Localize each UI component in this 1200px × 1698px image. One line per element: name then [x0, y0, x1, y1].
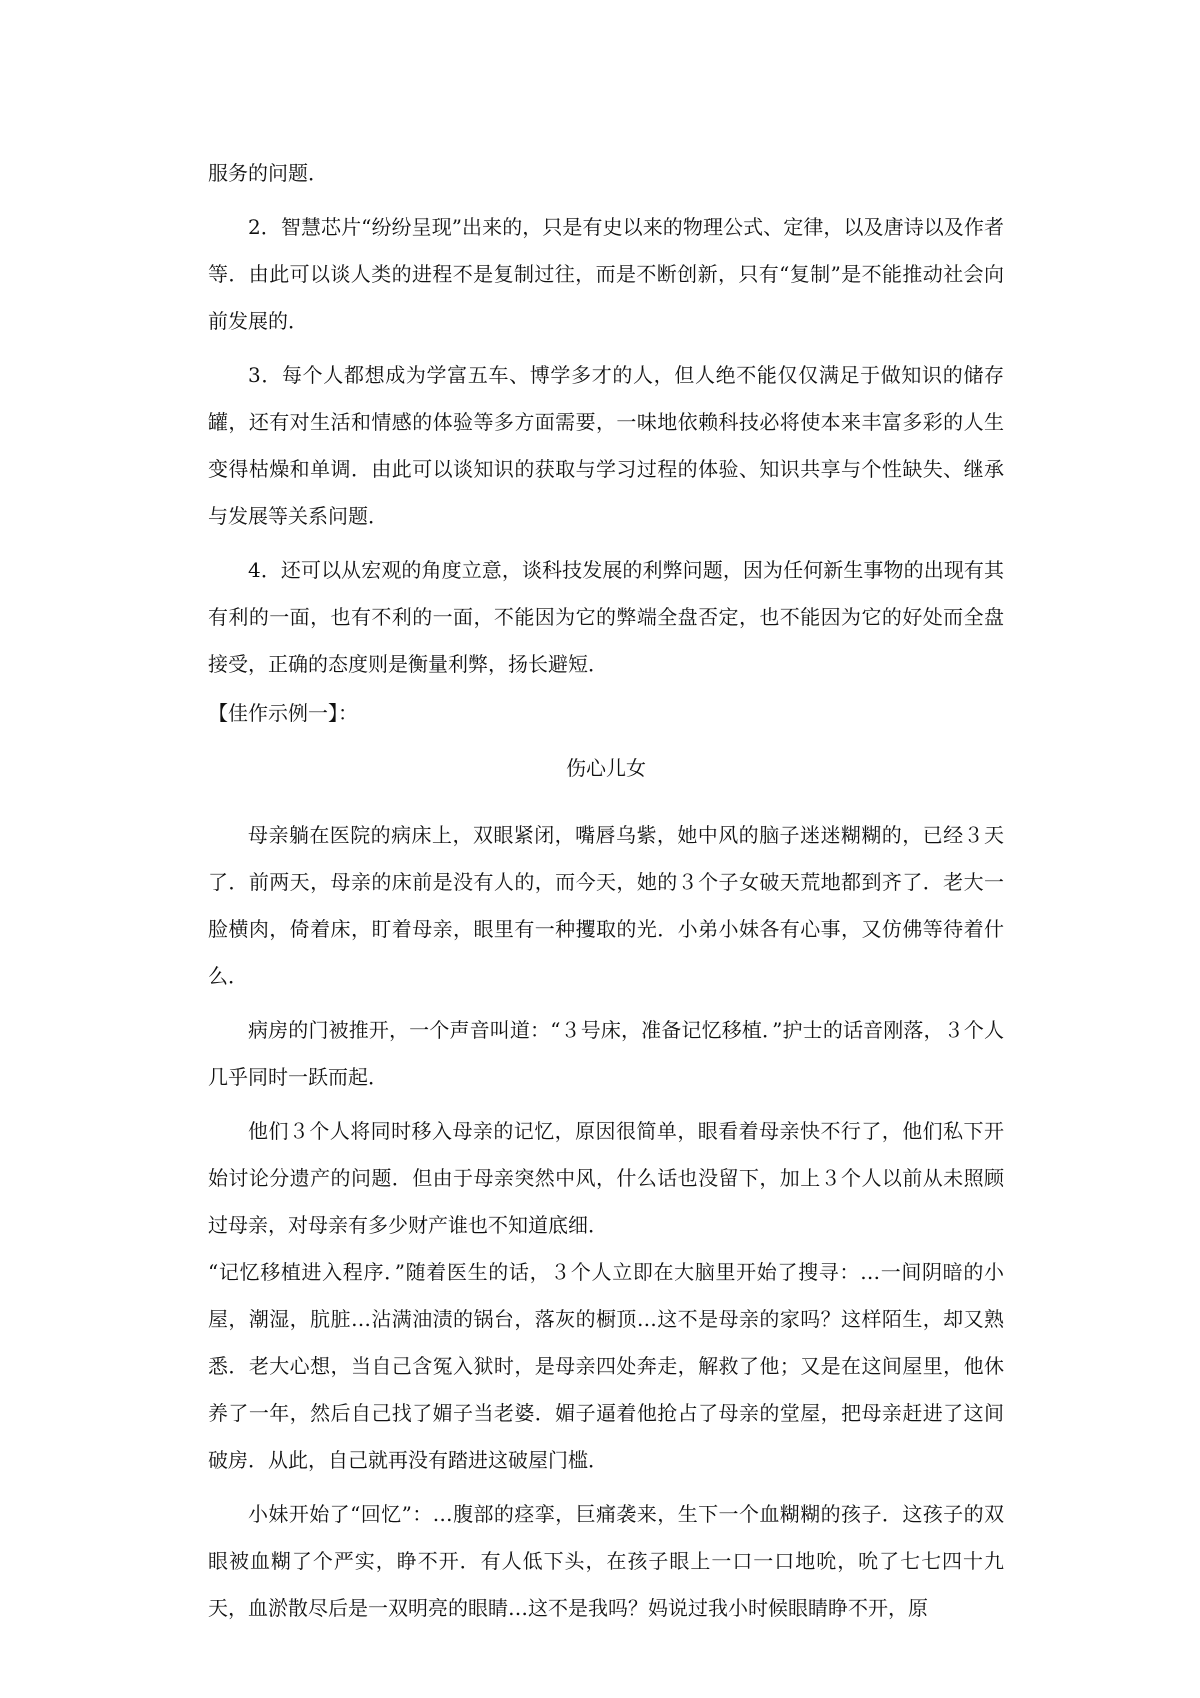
essay-paragraph-5: 小妹开始了“回忆”：…腹部的痉挛，巨痛袭来，生下一个血糊糊的孩子．这孩子的双眼被血糊了个严实，睁不开．有人低下头，在孩子眼上一口一口地吮，吮了七七四十九天，血淤散尽后是一双明亮的眼睛…这不是我吗？妈说过我小时候眼睛睁不开，原: [208, 1502, 1004, 1620]
point-4-paragraph: 4．还可以从宏观的角度立意，谈科技发展的利弊问题，因为任何新生事物的出现有其有利的一面，也有不利的一面，不能因为它的弊端全盘否定，也不能因为它的好处而全盘接受，正确的态度则是衡量利弊，扬长避短．: [208, 558, 1004, 676]
essay-paragraph-1: 母亲躺在医院的病床上，双眼紧闭，嘴唇乌紫，她中风的脑子迷迷糊糊的，已经３天了．前两天，母亲的床前是没有人的，而今天，她的３个子女破天荒地都到齐了．老大一脸横肉，倚着床，盯着母亲，眼里有一种攫取的光．小弟小妹各有心事，又仿佛等待着什么．: [208, 823, 1004, 988]
essay-paragraph-3: 他们３个人将同时移入母亲的记忆，原因很简单，眼看着母亲快不行了，他们私下开始讨论分遗产的问题．但由于母亲突然中风，什么话也没留下，加上３个人以前从未照顾过母亲，对母亲有多少财产谁也不知道底细．: [208, 1119, 1004, 1237]
example-label: 【佳作示例一】：: [208, 701, 358, 725]
point-3-paragraph: 3．每个人都想成为学富五车、博学多才的人，但人绝不能仅仅满足于做知识的储存罐，还有对生活和情感的体验等多方面需要，一味地依赖科技必将使本来丰富多彩的人生变得枯燥和单调．由此可以谈知识的获取与学习过程的体验、知识共享与个性缺失、继承与发展等关系问题．: [208, 363, 1004, 528]
essay-title: 伤心儿女: [566, 756, 646, 780]
essay-paragraph-4: “记忆移植进入程序．”随着医生的话，３个人立即在大脑里开始了搜寻：…一间阴暗的小屋，潮湿，肮脏…沾满油渍的锅台，落灰的橱顶…这不是母亲的家吗？这样陌生，却又熟悉．老大心想，当自己含冤入狱时，是母亲四处奔走，解救了他；又是在这间屋里，他休养了一年，然后自己找了媚子当老婆．媚子逼着他抢占了母亲的堂屋，把母亲赶进了这间破房．从此，自己就再没有踏进这破屋门槛．: [208, 1260, 1004, 1472]
point-2-paragraph: 2．智慧芯片“纷纷呈现”出来的，只是有史以来的物理公式、定律，以及唐诗以及作者等．由此可以谈人类的进程不是复制过往，而是不断创新，只有“复制”是不能推动社会向前发展的．: [208, 215, 1004, 333]
essay-paragraph-2: 病房的门被推开，一个声音叫道：“３号床，准备记忆移植．”护士的话音刚落，３个人几乎同时一跃而起．: [208, 1018, 1004, 1089]
intro-line: 服务的问题．: [208, 161, 328, 185]
